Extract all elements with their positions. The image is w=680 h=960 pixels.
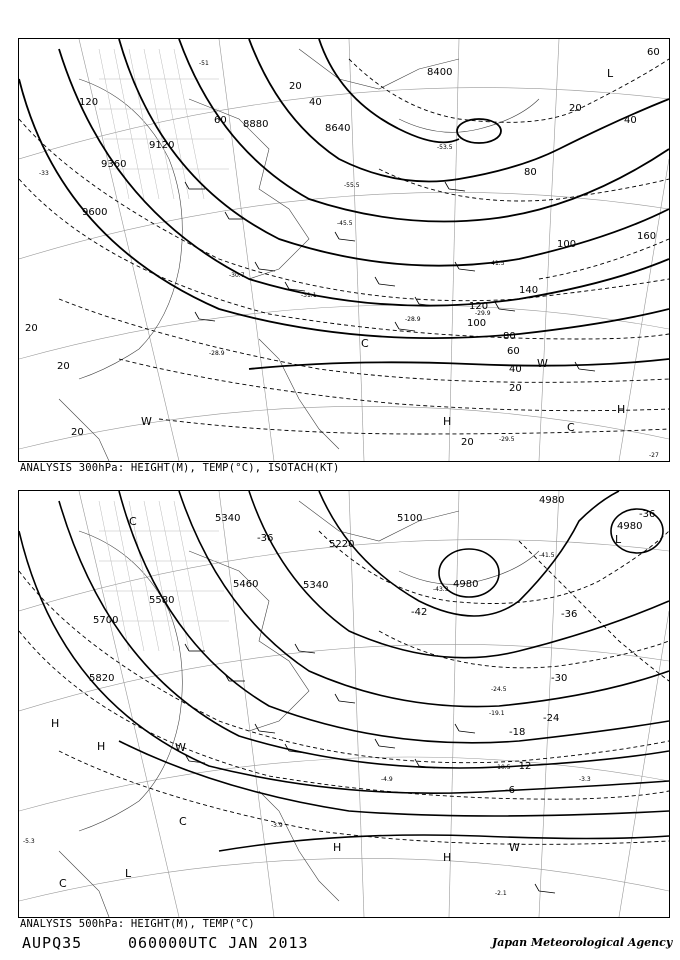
temp-label: -41.5 — [489, 260, 505, 267]
height-label: 5340 — [303, 580, 329, 591]
temp-label: -30.7 — [229, 272, 245, 279]
pressure-system-label: L — [125, 867, 132, 880]
isotach-label: 20 — [57, 361, 70, 372]
pressure-system-label: C — [59, 877, 67, 890]
isotach-label: 20 — [509, 383, 522, 394]
pressure-system-label: H — [443, 415, 452, 428]
graticule — [19, 491, 669, 917]
coastlines — [59, 49, 539, 461]
height-label: 5700 — [93, 615, 119, 626]
height-label: 4980 — [539, 495, 565, 506]
isotach-label: 20 — [569, 103, 582, 114]
temp-label: -36 — [639, 509, 656, 520]
isotach-label: 160 — [637, 231, 657, 242]
height-label: 5580 — [149, 595, 175, 606]
temp-label: -31.1 — [301, 292, 317, 299]
temp-label: -45.5 — [337, 220, 353, 227]
map-300hpa — [18, 38, 670, 462]
pressure-system-label: H — [51, 717, 60, 730]
height-label: 4980 — [617, 521, 643, 532]
temp-label: -28.9 — [209, 350, 225, 357]
temp-label: -41.5 — [539, 552, 555, 559]
map-300hpa-canvas — [19, 39, 669, 461]
temp-label: -51 — [199, 60, 209, 67]
isotach-label: 20 — [461, 437, 474, 448]
isotach-label: 100 — [467, 318, 487, 329]
pressure-system-label: H — [97, 740, 106, 753]
height-label: 9360 — [101, 159, 127, 170]
isotach-label: 120 — [79, 97, 99, 108]
temp-label: -36 — [561, 609, 578, 620]
temp-label: -53.5 — [437, 144, 453, 151]
isotach-label: 20 — [71, 427, 84, 438]
map-500hpa — [18, 490, 670, 918]
pressure-system-label: H — [617, 403, 626, 416]
map-300hpa-caption: ANALYSIS 300hPa: HEIGHT(M), TEMP(°C), ISOTACH(KT) — [20, 462, 340, 474]
map-500hpa-caption: ANALYSIS 500hPa: HEIGHT(M), TEMP(°C) — [20, 918, 255, 930]
temp-label: -6 — [505, 785, 515, 796]
height-label: 4980 — [453, 579, 479, 590]
height-label: 9120 — [149, 140, 175, 151]
temp-label: -29.9 — [475, 310, 491, 317]
temp-label: -24 — [543, 713, 560, 724]
temp-label: -3.3 — [579, 776, 591, 783]
isotach-label: 40 — [509, 364, 522, 375]
pressure-system-label: C — [129, 515, 137, 528]
coastlines — [59, 501, 539, 917]
isotach-label: 60 — [647, 47, 660, 58]
isotach-label: 40 — [309, 97, 322, 108]
height-label: 9600 — [82, 207, 108, 218]
isotach-label: 80 — [503, 331, 516, 342]
pressure-system-label: W — [175, 741, 186, 754]
map-500hpa-canvas — [19, 491, 669, 917]
temp-label: -42 — [411, 607, 428, 618]
height-contours — [19, 39, 669, 369]
pressure-system-label: C — [567, 421, 575, 434]
height-label: 5100 — [397, 513, 423, 524]
isotach-label: 140 — [519, 285, 539, 296]
isotach-label: 80 — [524, 167, 537, 178]
height-label: 5220 — [329, 539, 355, 550]
pressure-system-label: C — [179, 815, 187, 828]
isotach-label: 20 — [25, 323, 38, 334]
height-label: 5460 — [233, 579, 259, 590]
temp-label: -2.1 — [495, 890, 507, 897]
valid-time: 060000UTC JAN 2013 — [128, 934, 309, 952]
temp-label: -19.1 — [489, 710, 505, 717]
pressure-system-label: L — [607, 67, 614, 80]
temp-label: -36 — [257, 533, 274, 544]
temp-label: -28.9 — [405, 316, 421, 323]
height-label: 8640 — [325, 123, 351, 134]
pressure-systems — [51, 515, 622, 890]
temp-label: -43.3 — [433, 586, 449, 593]
temp-label: -29.5 — [499, 436, 515, 443]
isotach-label: 120 — [469, 301, 489, 312]
isotherms — [19, 531, 669, 844]
pressure-system-label: C — [361, 337, 369, 350]
height-label: 5820 — [89, 673, 115, 684]
isotach-label: 20 — [289, 81, 302, 92]
pressure-system-label: W — [141, 415, 152, 428]
temp-label: -27 — [649, 452, 659, 459]
height-label: 5340 — [215, 513, 241, 524]
temp-label: -30 — [551, 673, 568, 684]
temp-label: -33 — [39, 170, 49, 177]
chart-id: AUPQ35 — [22, 934, 83, 952]
isotach-label: 60 — [507, 346, 520, 357]
temperature-plot-labels — [23, 552, 591, 897]
temp-label: -12 — [515, 761, 532, 772]
temp-label: -4.9 — [381, 776, 393, 783]
temp-label: -5.3 — [23, 838, 35, 845]
hatched-area — [99, 49, 229, 199]
pressure-system-label: H — [333, 841, 342, 854]
isotach-label: 100 — [557, 239, 577, 250]
pressure-system-label: W — [537, 357, 548, 370]
temp-label: -55.5 — [344, 182, 360, 189]
height-label: 8400 — [427, 67, 453, 78]
pressure-system-label: L — [615, 533, 622, 546]
height-label: 8880 — [243, 119, 269, 130]
agency-name: Japan Meteorological Agency — [492, 936, 673, 949]
low-center-contour — [457, 119, 501, 143]
temp-label: -24.5 — [491, 686, 507, 693]
temp-label: -18 — [509, 727, 526, 738]
temp-label: -10.5 — [495, 764, 511, 771]
temp-label: -3.9 — [271, 822, 283, 829]
pressure-system-label: W — [509, 841, 520, 854]
isotach-label: 60 — [214, 115, 227, 126]
height-labels — [89, 495, 642, 684]
isotach-label: 40 — [624, 115, 637, 126]
pressure-system-label: H — [443, 851, 452, 864]
hatched-area — [99, 501, 229, 651]
